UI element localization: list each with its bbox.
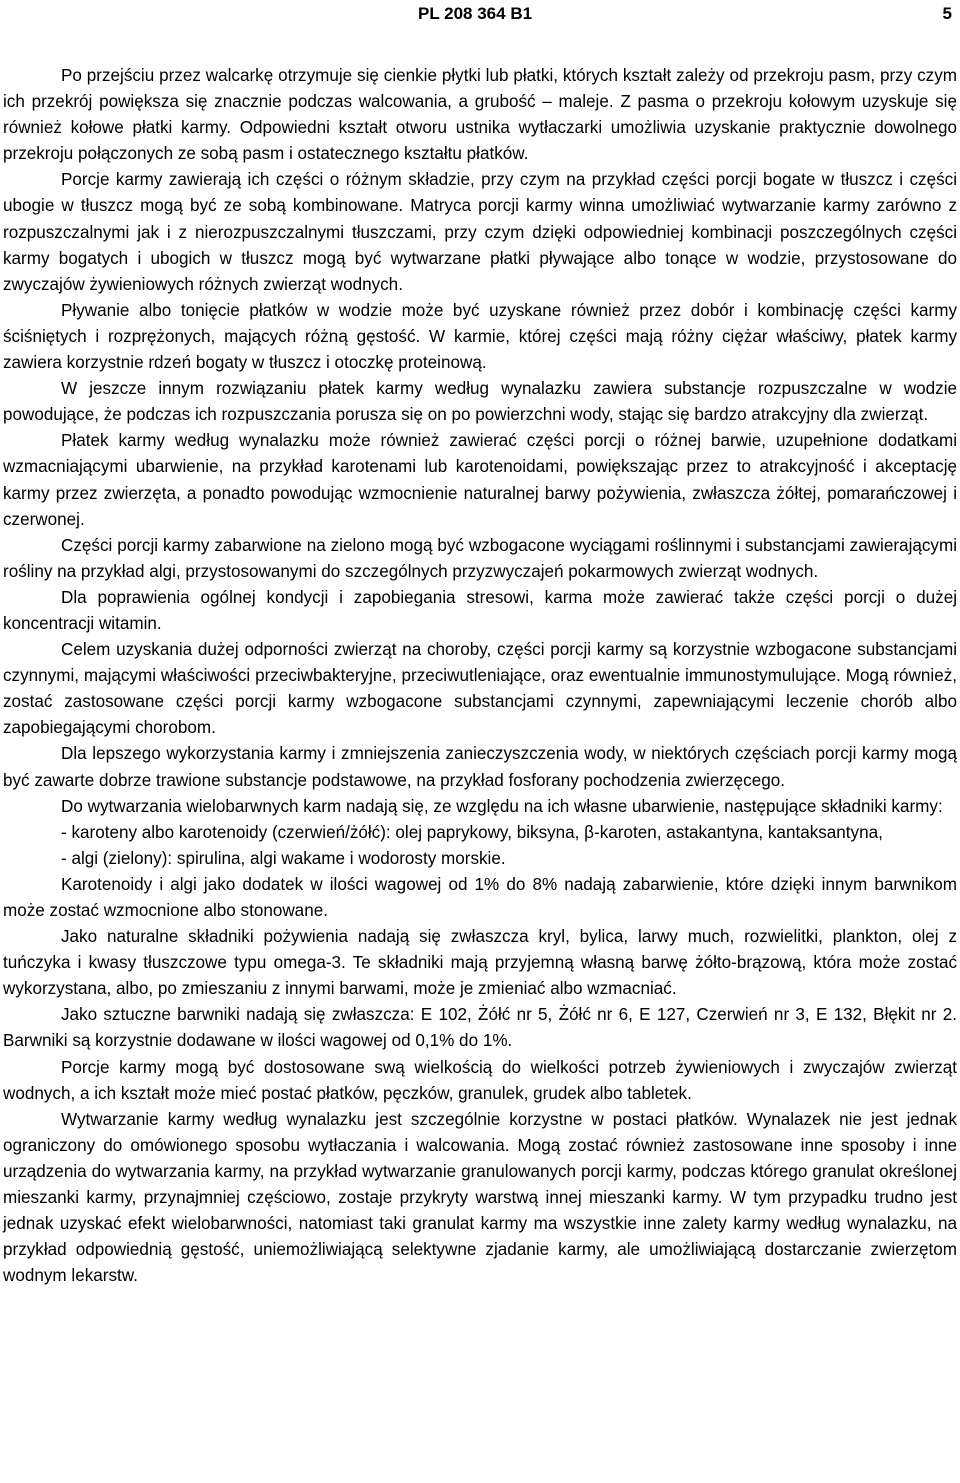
paragraph: Części porcji karmy zabarwione na zielono mogą być wzbogacone wyciągami roślinnymi i substancjami zawierającymi rośliny na przykład algi, przystosowanymi do szczególnych przyzwyczajeń pokarmowych zwierząt wodnych. <box>3 535 957 581</box>
paragraph: Celem uzyskania dużej odporności zwierząt na choroby, części porcji karmy są korzystnie wzbogacone substancjami czynnymi, mającymi właściwości przeciwbakteryjne, przeciwutleniające, oraz ewentualnie immunostymulujące. Mogą również, zostać zastosowane części porcji karmy wzbogacone substancjami czynnymi, zapewniającymi leczenie chorób albo zapobiegającymi chorobom. <box>3 640 957 738</box>
paragraph: Porcje karmy mogą być dostosowane swą wielkością do wielkości potrzeb żywieniowych i zwyczajów zwierząt wodnych, a ich kształt może mieć postać płatków, pęczków, granulek, grudek albo tabletek. <box>3 1057 957 1103</box>
document-body <box>3 63 957 1289</box>
paragraph: Jako sztuczne barwniki nadają się zwłaszcza: E 102, Żółć nr 5, Żółć nr 6, E 127, Czerwień nr 3, E 132, Błękit nr 2. Barwniki są korzystnie dodawane w ilości wagowej od 0,1% do 1%. <box>3 1005 957 1051</box>
page-header <box>0 4 960 26</box>
paragraph: Dla poprawienia ogólnej kondycji i zapobiegania stresowi, karma może zawierać także części porcji o dużej koncentracji witamin. <box>3 587 957 633</box>
list-item: - karoteny albo karotenoidy (czerwień/żółć): olej paprykowy, biksyna, β-karoten, astakantyna, kantaksantyna, <box>61 822 883 842</box>
paragraph: Porcje karmy zawierają ich części o różnym składzie, przy czym na przykład części porcji bogate w tłuszcz i części ubogie w tłuszcz mogą być ze sobą kombinowane. Matryca porcji karmy winna umożliwiać wytwarzanie karmy zarówno z rozpuszczalnymi jak i z nierozpuszczalnymi tłuszczami, przy czym dzięki odpowiedniej kombinacji poszczególnych części karmy bogatych i ubogich w tłuszcz mogą być wytwarzane płatki pływające albo tonące w wodzie, przystosowane do zwyczajów żywieniowych różnych zwierząt wodnych. <box>3 170 957 294</box>
page-number: 5 <box>942 4 952 23</box>
paragraph: Dla lepszego wykorzystania karmy i zmniejszenia zanieczyszczenia wody, w niektórych częściach porcji karmy mogą być zawarte dobrze trawione substancje podstawowe, na przykład fosforany pochodzenia zwierzęcego. <box>3 744 957 790</box>
paragraph: Karotenoidy i algi jako dodatek w ilości wagowej od 1% do 8% nadają zabarwienie, które dzięki innym barwnikom może zostać wzmocnione albo stonowane. <box>3 874 957 920</box>
paragraph: Do wytwarzania wielobarwnych karm nadają się, ze względu na ich własne ubarwienie, następujące składniki karmy: <box>61 796 943 816</box>
list-item: - algi (zielony): spirulina, algi wakame i wodorosty morskie. <box>61 848 506 868</box>
paragraph: Wytwarzanie karmy według wynalazku jest szczególnie korzystne w postaci płatków. Wynalazek nie jest jednak ograniczony do omówionego sposobu wytłaczania i walcowania. Mogą zostać również zastosowane inne sposoby i inne urządzenia do wytwarzania karmy, na przykład wytwarzanie granulowanych porcji karmy, podczas którego granulat określonej mieszanki karmy, przynajmniej częściowo, zostaje przykryty warstwą innej mieszanki karmy. W tym przypadku trudno jest jednak uzyskać efekt wielobarwności, natomiast taki granulat karmy ma wszystkie inne zalety karmy według wynalazku, na przykład odpowiednią gęstość, uniemożliwiającą selektywne zjadanie karmy, ale umożliwiającą dostarczanie zwierzętom wodnym lekarstw. <box>3 1109 957 1286</box>
document-id: PL 208 364 B1 <box>418 4 533 23</box>
paragraph: W jeszcze innym rozwiązaniu płatek karmy według wynalazku zawiera substancje rozpuszczalne w wodzie powodujące, że podczas ich rozpuszczania porusza się on po powierzchni wody, stając się bardzo atrakcyjny dla zwierząt. <box>3 379 957 425</box>
paragraph: Pływanie albo tonięcie płatków w wodzie może być uzyskane również przez dobór i kombinację części karmy ściśniętych i rozprężonych, mających różną gęstość. W karmie, której części mają różny ciężar właściwy, płatek karmy zawiera korzystnie rdzeń bogaty w tłuszcz i otoczkę proteinową. <box>3 300 957 373</box>
paragraph: Płatek karmy według wynalazku może również zawierać części porcji o różnej barwie, uzupełnione dodatkami wzmacniającymi ubarwienie, na przykład karotenami lub karotenoidami, powiększając przez to atrakcyjność i akceptację karmy przez zwierzęta, a ponadto powodując wzmocnienie naturalnej barwy pożywienia, zwłaszcza żółtej, pomarańczowej i czerwonej. <box>3 431 957 529</box>
paragraph: Po przejściu przez walcarkę otrzymuje się cienkie płytki lub płatki, których kształt zależy od przekroju pasm, przy czym ich przekrój powiększa się znacznie podczas walcowania, a grubość – maleje. Z pasma o przekroju kołowym uzyskuje się również kołowe płatki karmy. Odpowiedni kształt otworu ustnika wytłaczarki umożliwia uzyskanie praktycznie dowolnego przekroju połączonych ze sobą pasm i ostatecznego kształtu płatków. <box>3 66 957 164</box>
paragraph: Jako naturalne składniki pożywienia nadają się zwłaszcza kryl, bylica, larwy much, rozwielitki, plankton, olej z tuńczyka i kwasy tłuszczowe typu omega-3. Te składniki mają przyjemną własną barwę żółto-brązową, która może zostać wykorzystana, albo, po zmieszaniu z innymi barwami, może je zmieniać albo wzmacniać. <box>3 927 957 999</box>
